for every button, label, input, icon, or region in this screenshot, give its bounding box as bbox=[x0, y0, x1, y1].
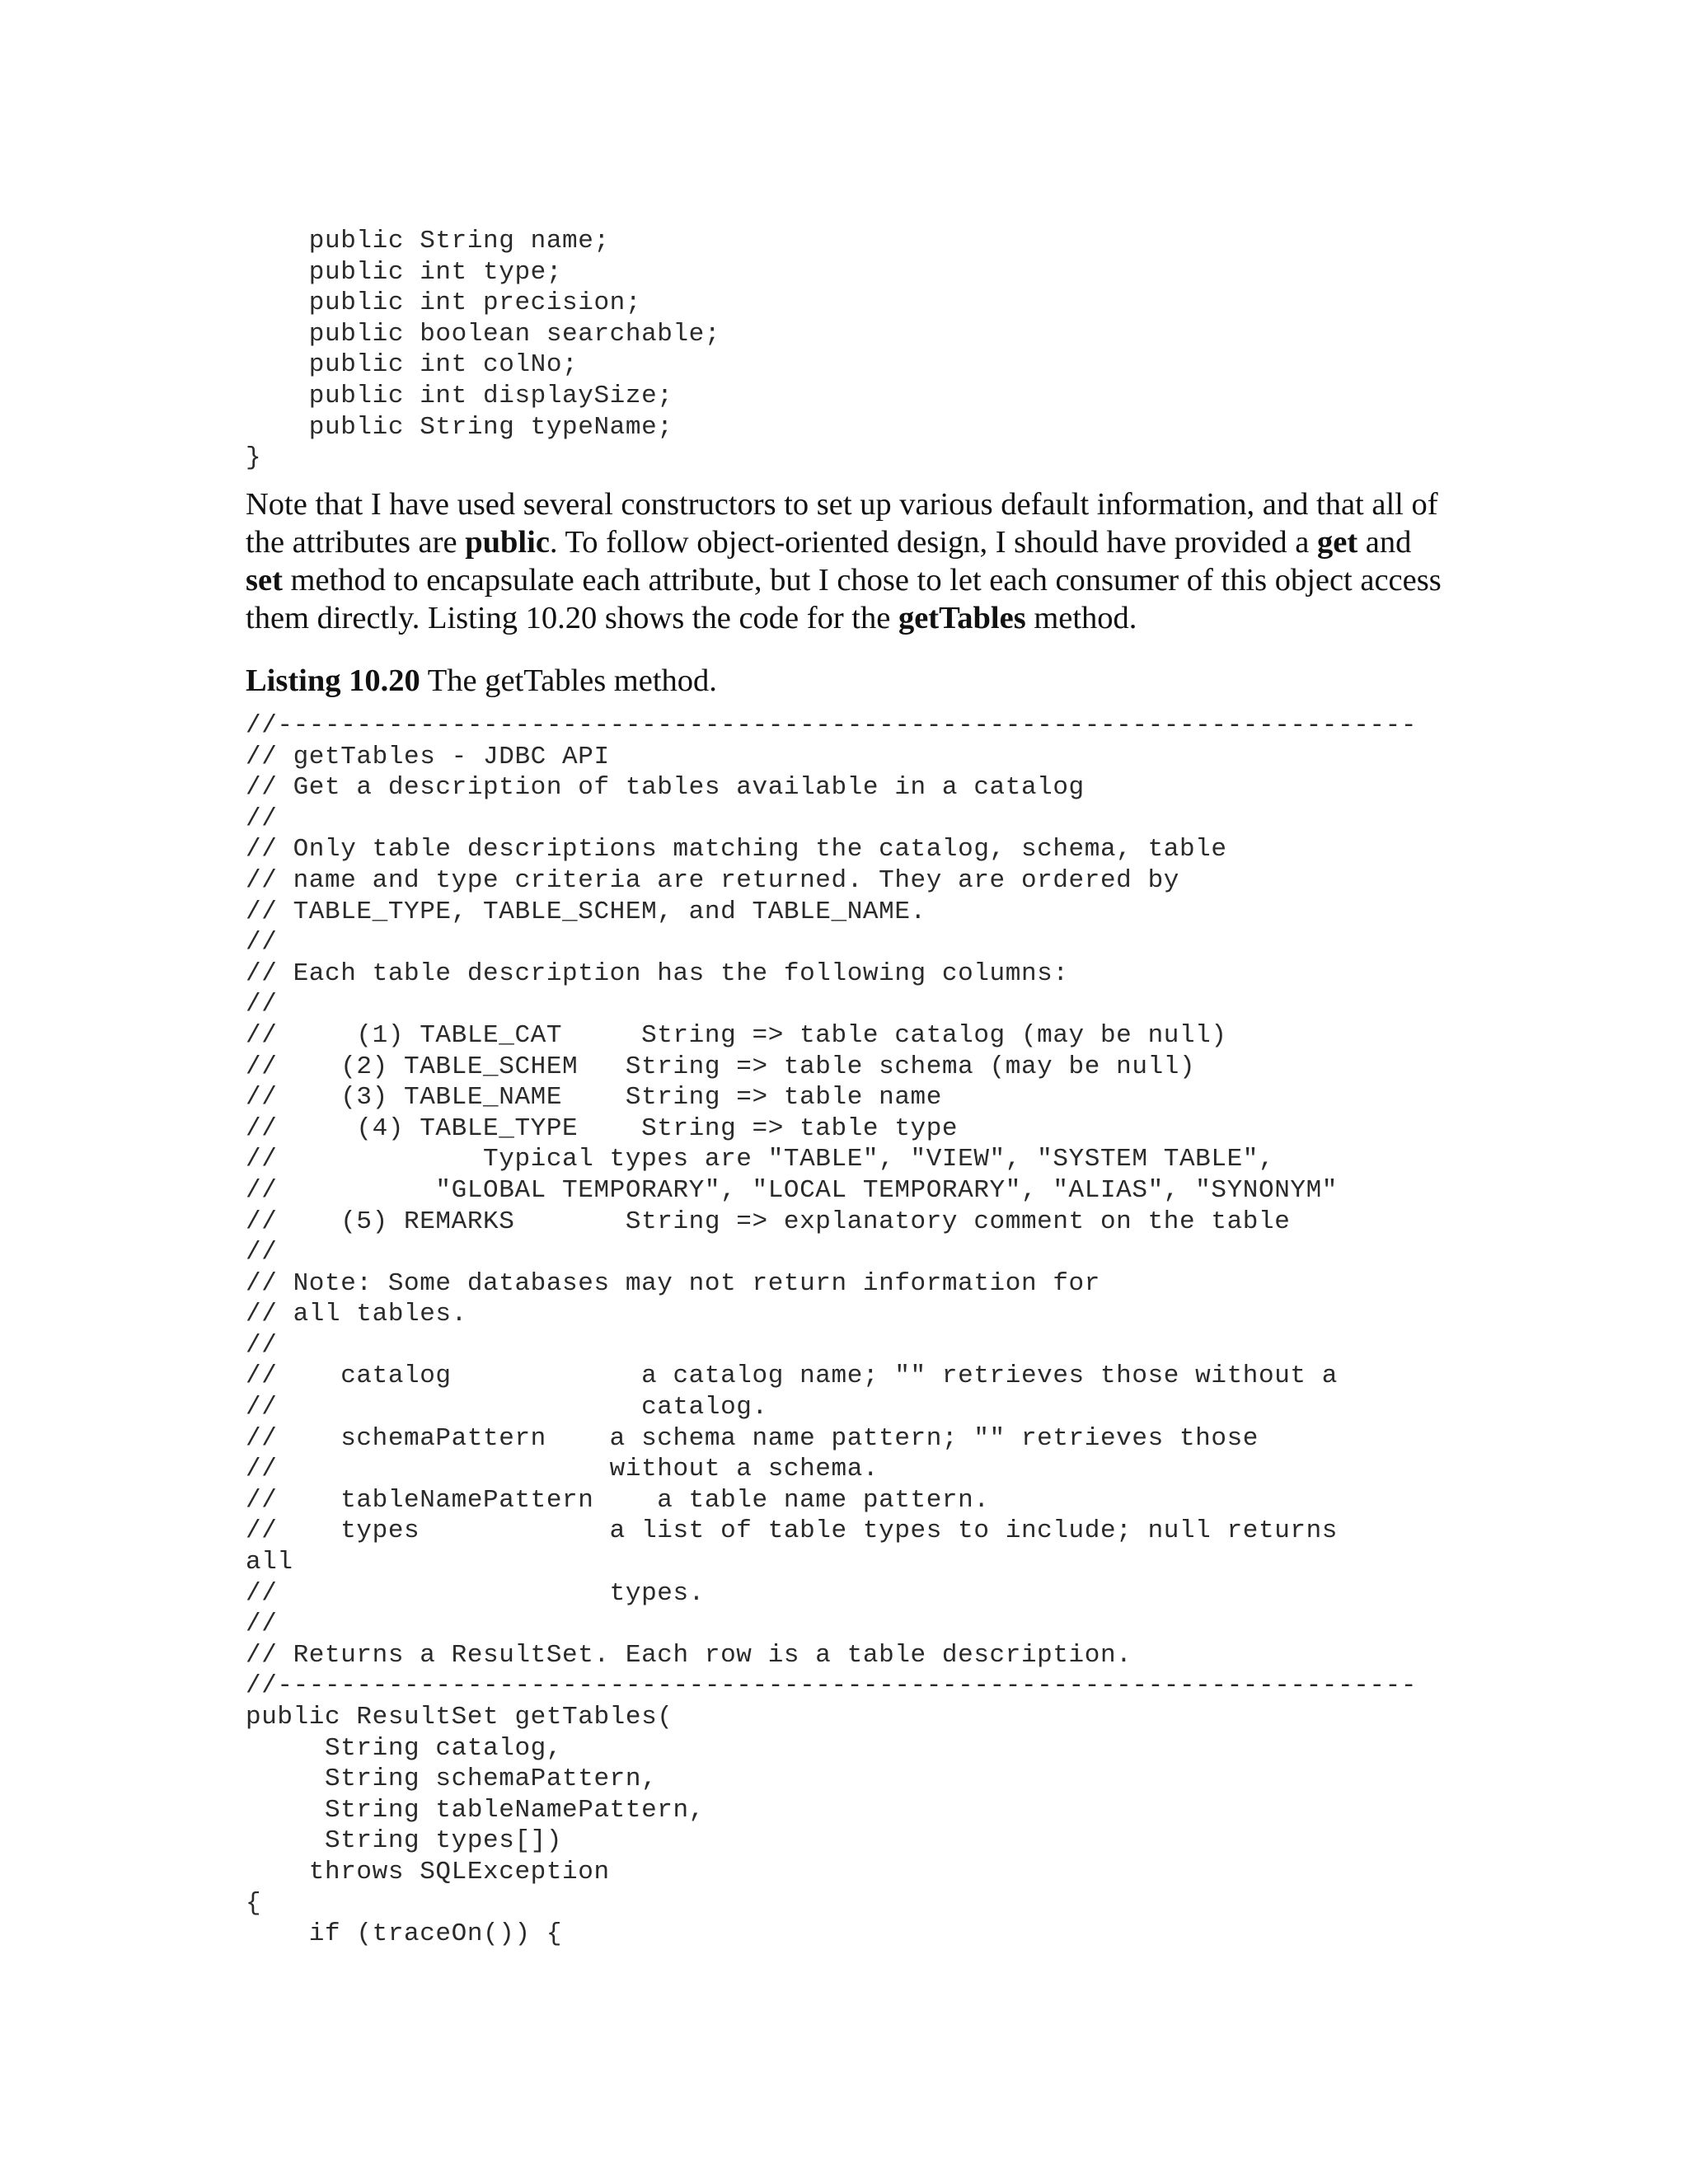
body-paragraph bbox=[246, 485, 1449, 637]
listing-title: The getTables method. bbox=[420, 663, 717, 698]
paragraph-text: method. bbox=[1025, 601, 1137, 635]
code-block-gettables: //------------------------------------------------------------------------ // getTables - JDBC API // Get a description of tables available in a catalog // // Only table descriptions matching the catalog, schema, table // name and type criteria are returned. They are ordered by // TABLE_TYPE, TABLE_SCHEM, and TABLE_NAME. // // Each table description has the following columns: // // (1) TABLE_CAT String => table catalog (may be null) // (2) TABLE_SCHEM String => table schema (may be null) // (3) TABLE_NAME String => table name // (4) TABLE_TYPE String => table type // Typical types are "TABLE", "VIEW", "SYSTEM TABLE", // "GLOBAL TEMPORARY", "LOCAL TEMPORARY", "ALIAS", "SYNONYM" // (5) REMARKS String => explanatory comment on the table // // Note: Some databases may not return information for // all tables. // // catalog a catalog name; "" retrieves those without a // catalog. // schemaPattern a schema name pattern; "" retrieves those // without a schema. // tableNamePattern a table name pattern. // types a list of table types to include; null returns all // types. // // Returns a ResultSet. Each row is a table description. //------------------------------------------------------------------------ public ResultSet getTables( String catalog, String schemaPattern, String tableNamePattern, String types[]) throws SQLException { if (traceOn()) { bbox=[246, 711, 1418, 1949]
keyword-get: get bbox=[1316, 525, 1358, 560]
keyword-public: public bbox=[465, 525, 550, 560]
keyword-gettables: getTables bbox=[898, 601, 1026, 635]
paragraph-text: Note that I have used several constructors to set up various default information, and that all of the attributes are bbox=[246, 487, 1438, 560]
listing-caption bbox=[246, 662, 717, 700]
keyword-set: set bbox=[246, 563, 283, 598]
paragraph-text: . To follow object-oriented design, I should have provided a bbox=[549, 525, 1317, 560]
code-block-class-fields: public String name; public int type; public int precision; public boolean searchable; public int colNo; public int displaySize; public String typeName; } bbox=[246, 227, 721, 473]
paragraph-text: and bbox=[1357, 525, 1412, 560]
paragraph-text: method to encapsulate each attribute, but I chose to let each consumer of this object access them directly. Listing 10.20 shows the code for the bbox=[246, 563, 1442, 635]
listing-label: Listing 10.20 bbox=[246, 663, 420, 698]
